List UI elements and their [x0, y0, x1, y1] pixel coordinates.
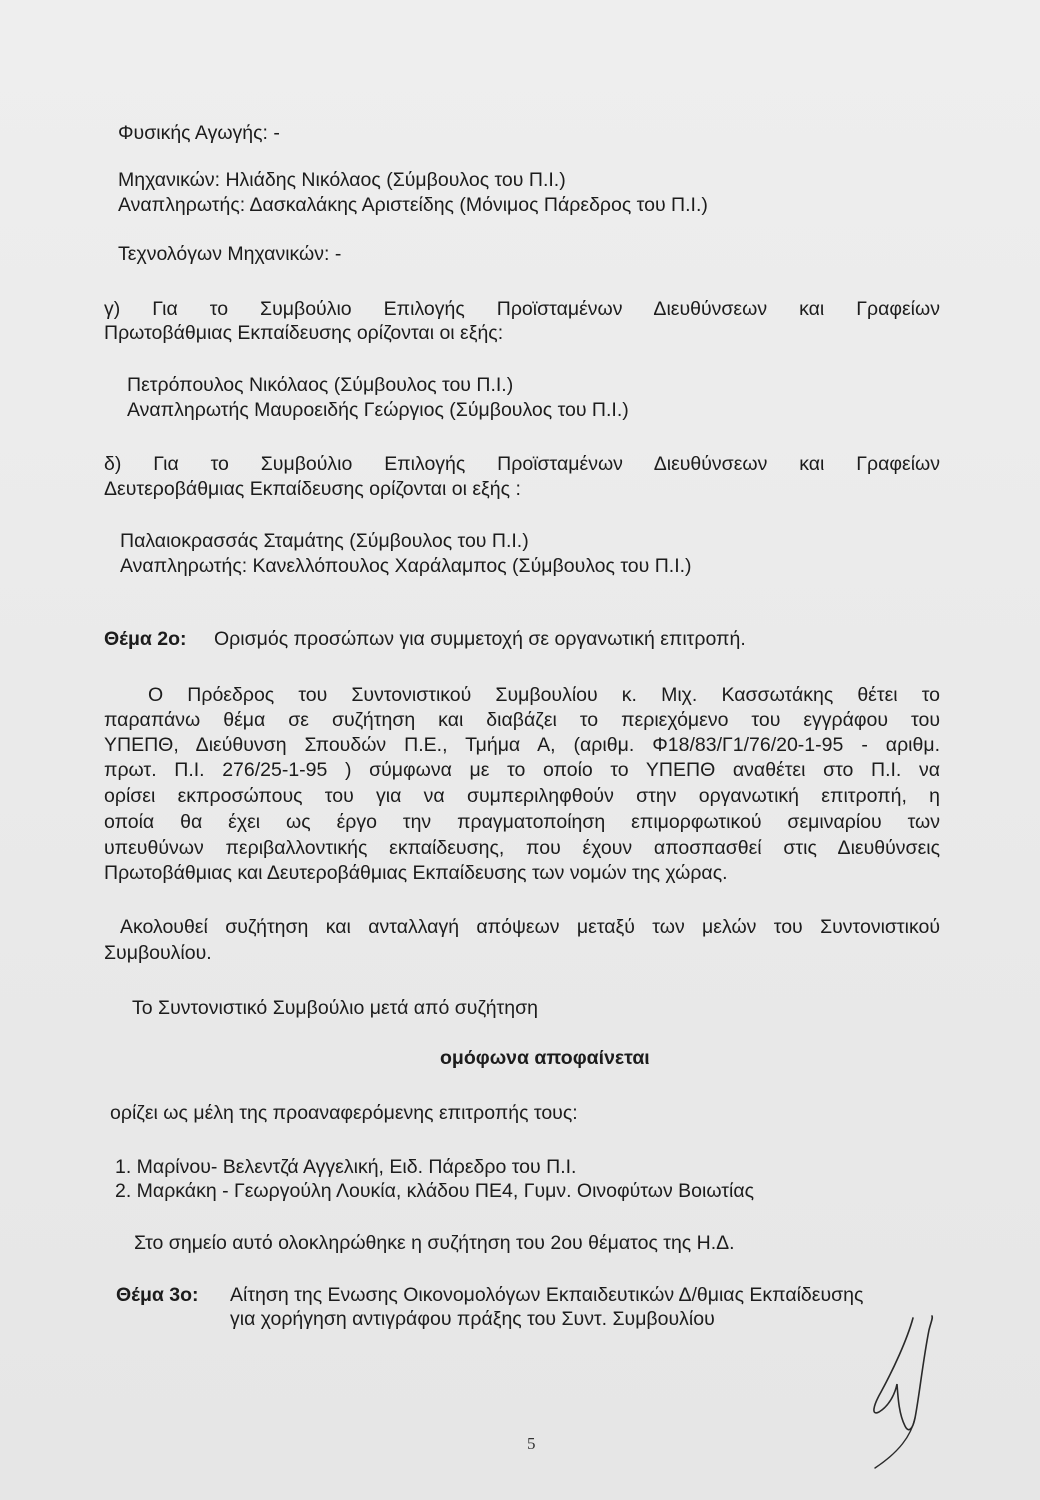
section-g-line1: γ) Για το Συμβούλιο Επιλογής Προϊσταμένων Διευθύνσεων και Γραφείων	[104, 298, 940, 320]
topic2-paragraph-line: παραπάνω θέμα σε συζήτηση και διαβάζει το περιεχόμενο του εγγράφου του	[104, 709, 940, 731]
section-d-member: Παλαιοκρασσάς Σταμάτης (Σύμβουλος του Π.Ι.)	[120, 530, 529, 552]
committee-member-1: 1. Μαρίνου- Βελεντζά Αγγελική, Ειδ. Πάρεδρο του Π.Ι.	[115, 1156, 577, 1178]
topic2-label: Θέμα 2ο:	[104, 628, 187, 650]
discussion-line2: Συμβουλίου.	[104, 942, 212, 964]
section-d-line1: δ) Για το Συμβούλιο Επιλογής Προϊσταμένων Διευθύνσεων και Γραφείων	[104, 453, 940, 475]
topic2-paragraph-line: πρωτ. Π.Ι. 276/25-1-95 ) σύμφωνα με το οποίο το ΥΠΕΠΘ αναθέτει στο Π.Ι. να	[104, 759, 940, 781]
council-after-discussion: Το Συντονιστικό Συμβούλιο μετά από συζήτηση	[132, 997, 538, 1019]
technologist-engineers-label: Τεχνολόγων Μηχανικών: -	[118, 243, 342, 265]
committee-member-2: 2. Μαρκάκη - Γεωργούλη Λουκία, κλάδου ΠΕ4, Γυμν. Οινοφύτων Βοιωτίας	[115, 1180, 754, 1202]
topic2-paragraph-line: Ο Πρόεδρος του Συντονιστικού Συμβουλίου κ. Μιχ. Κασσωτάκης θέτει το	[148, 684, 940, 706]
mechanical-engineers-member: Μηχανικών: Ηλιάδης Νικόλαος (Σύμβουλος του Π.Ι.)	[118, 169, 566, 191]
appoints-line: ορίζει ως μέλη της προαναφερόμενης επιτροπής τους:	[110, 1102, 578, 1124]
topic2-paragraph-line: οποία θα έχει ως έργο την πραγματοποίηση επιμορφωτικού σεμιναρίου των	[104, 811, 940, 833]
topic2-paragraph-line: υπευθύνων περιβαλλοντικής εκπαίδευσης, που έχουν αποσπασθεί στις Διευθύνσεις	[104, 837, 940, 859]
section-g-line2: Πρωτοβάθμιας Εκπαίδευσης ορίζονται οι εξής:	[104, 322, 504, 344]
topic2-paragraph-line: ΥΠΕΠΘ, Διεύθυνση Σπουδών Π.Ε., Τμήμα Α, (αριθμ. Φ18/83/Γ1/76/20-1-95 - αριθμ.	[104, 734, 940, 756]
topic2-paragraph-line: Πρωτοβάθμιας και Δευτεροβάθμιας Εκπαίδευσης των νομών της χώρας.	[104, 862, 728, 884]
topic2-paragraph-line: ορίσει εκπροσώπους του για να συμπεριληφθούν στην οργανωτική επιτροπή, η	[104, 785, 940, 807]
mechanical-engineers-deputy: Αναπληρωτής: Δασκαλάκης Αριστείδης (Μόνιμος Πάρεδρος του Π.Ι.)	[118, 194, 708, 216]
signature-mark	[835, 1300, 965, 1480]
topic3-title-line1: Αίτηση της Ενωσης Οικονομολόγων Εκπαιδευτικών Δ/θμιας Εκπαίδευσης	[230, 1284, 864, 1306]
decision-heading: ομόφωνα αποφαίνεται	[440, 1047, 650, 1069]
section-g-deputy: Αναπληρωτής Μαυροειδής Γεώργιος (Σύμβουλος του Π.Ι.)	[127, 399, 629, 421]
section-g-member: Πετρόπουλος Νικόλαος (Σύμβουλος του Π.Ι.)	[127, 374, 514, 396]
section-d-line2: Δευτεροβάθμιας Εκπαίδευσης ορίζονται οι εξής :	[104, 478, 521, 500]
topic2-closing: Στο σημείο αυτό ολοκληρώθηκε η συζήτηση του 2ου θέματος της Η.Δ.	[134, 1232, 735, 1254]
physical-education-label: Φυσικής Αγωγής: -	[118, 122, 280, 144]
page-number: 5	[527, 1434, 536, 1453]
discussion-line1: Ακολουθεί συζήτηση και ανταλλαγή απόψεων μεταξύ των μελών του Συντονιστικού	[120, 916, 940, 938]
topic3-title-line2: για χορήγηση αντιγράφου πράξης του Συντ. Συμβουλίου	[230, 1308, 715, 1330]
topic2-title: Ορισμός προσώπων για συμμετοχή σε οργανωτική επιτροπή.	[214, 628, 746, 650]
topic3-label: Θέμα 3ο:	[116, 1284, 199, 1306]
section-d-deputy: Αναπληρωτής: Κανελλόπουλος Χαράλαμπος (Σύμβουλος του Π.Ι.)	[120, 555, 692, 577]
